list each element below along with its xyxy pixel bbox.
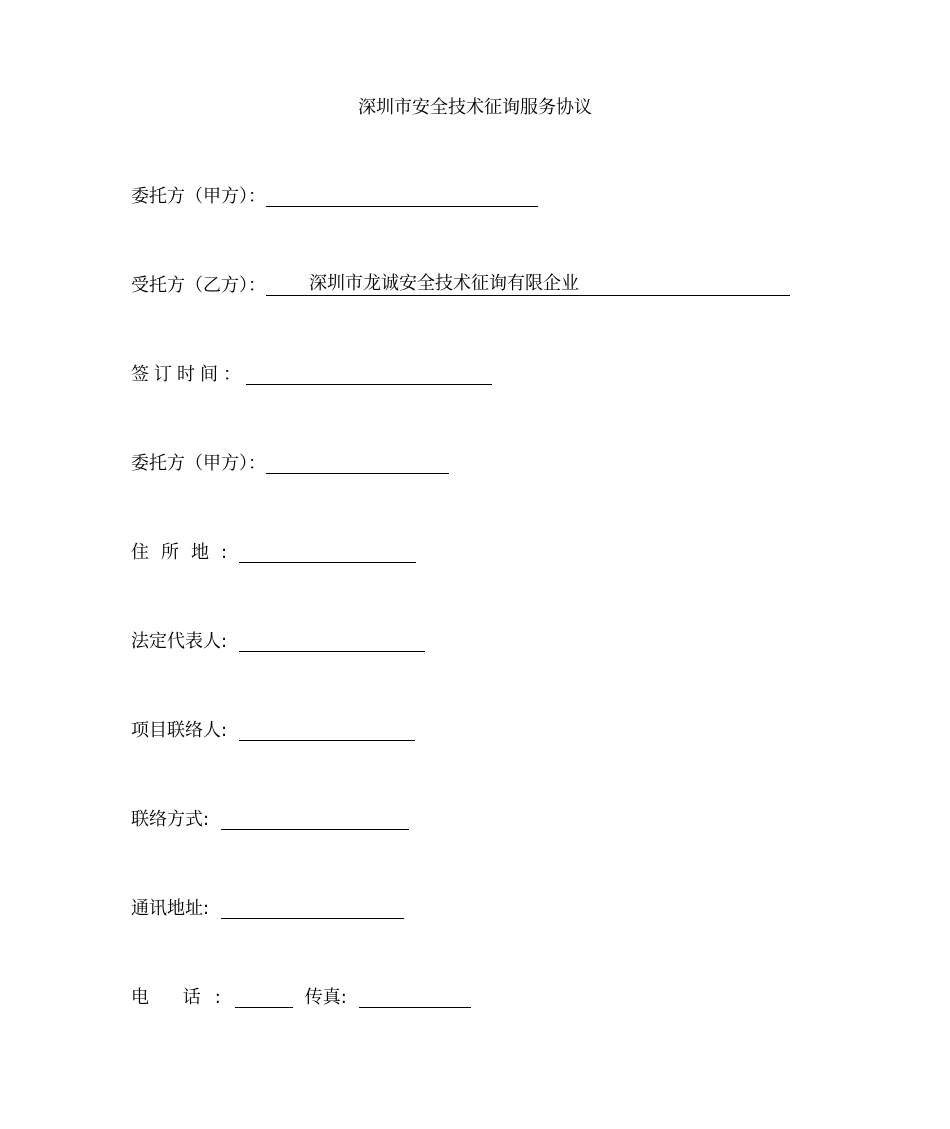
field-address [131, 539, 416, 565]
client-party-2-blank[interactable] [266, 451, 449, 474]
client-party-label: 委托方（甲方）： [131, 186, 266, 207]
mail-address-label: 通讯地址: [131, 898, 210, 919]
client-party-blank[interactable] [266, 184, 538, 207]
phone-label: 电 话: [131, 987, 235, 1008]
field-legal-rep [131, 628, 425, 654]
legal-rep-label: 法定代表人: [131, 631, 228, 652]
sign-date-blank[interactable] [246, 362, 492, 385]
document-title: 深圳市安全技术征询服务协议 [358, 97, 592, 118]
contact-method-label: 联络方式: [131, 809, 210, 830]
field-contractor-party [131, 272, 790, 298]
project-contact-label: 项目联络人: [131, 720, 228, 741]
fax-label: 传真: [304, 987, 347, 1008]
field-client-party-2 [131, 450, 449, 476]
fax-blank[interactable] [359, 985, 471, 1008]
legal-rep-blank[interactable] [239, 629, 425, 652]
contact-method-blank[interactable] [221, 807, 409, 830]
client-party-2-label: 委托方（甲方）： [131, 453, 266, 474]
field-mail-address [131, 895, 404, 921]
sign-date-label: 签订时间： [131, 364, 246, 385]
mail-address-blank[interactable] [221, 896, 404, 919]
project-contact-blank[interactable] [239, 718, 415, 741]
address-label: 住所地: [131, 542, 240, 563]
field-project-contact [131, 717, 415, 743]
contractor-party-value[interactable]: 深圳市龙诚安全技术征询有限企业 [266, 273, 790, 296]
contractor-party-label: 受托方（乙方）： [131, 275, 266, 296]
field-sign-date [131, 361, 492, 387]
field-phone-fax [131, 984, 471, 1010]
phone-blank[interactable] [235, 985, 293, 1008]
address-blank[interactable] [239, 540, 416, 563]
field-contact-method [131, 806, 409, 832]
field-client-party [131, 183, 538, 209]
